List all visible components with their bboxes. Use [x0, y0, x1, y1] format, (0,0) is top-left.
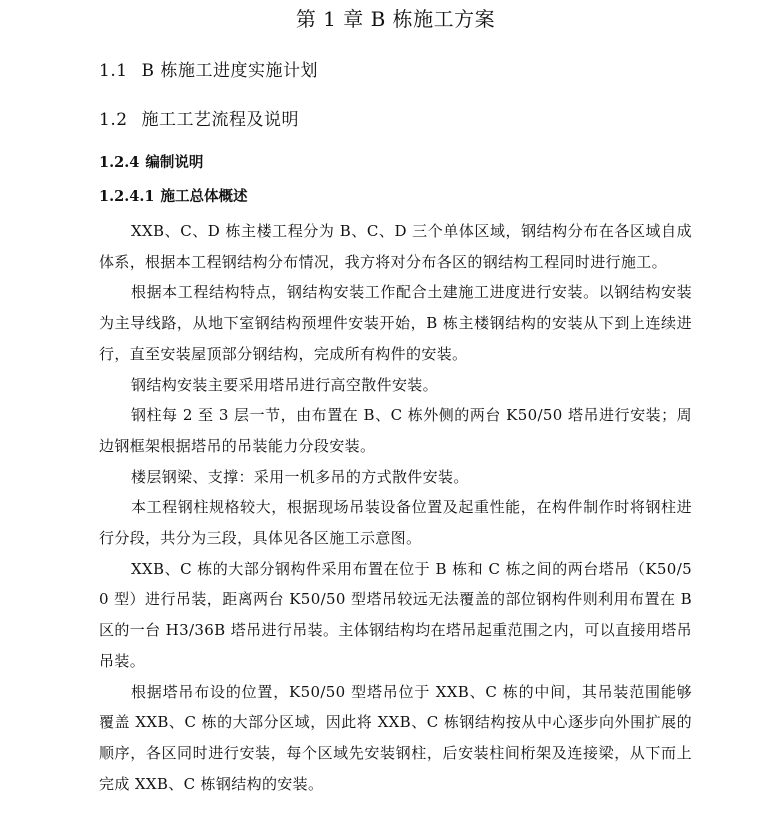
paragraph: 钢柱每 2 至 3 层一节，由布置在 B、C 栋外侧的两台 K50/50 塔吊进行安装；周边钢框架根据塔吊的吊装能力分段安装。 — [99, 406, 692, 455]
subsection-title: 编制说明 — [145, 154, 204, 171]
subsection-number: 1.2.4.1 — [99, 188, 155, 205]
subsection-number: 1.2.4 — [99, 154, 140, 171]
paragraph: 楼层钢梁、支撑：采用一机多吊的方式散件安装。 — [131, 467, 469, 486]
section-title: B 栋施工进度实施计划 — [141, 61, 318, 81]
paragraph: 根据本工程结构特点，钢结构安装工作配合土建施工进度进行安装。以钢结构安装为主导线路，从地下室钢结构预埋件安装开始，B 栋主楼钢结构的安装从下到上连续进行，直至安装屋顶部分钢结构，完成所有构件的安装。 — [99, 283, 692, 363]
body-text — [99, 216, 692, 799]
paragraph: 本工程钢柱规格较大，根据现场吊装设备位置及起重性能，在构件制作时将钢柱进行分段，共分为三段，具体见各区施工示意图。 — [99, 498, 692, 548]
subsection-title: 施工总体概述 — [160, 188, 248, 205]
subsection-heading-1-2-4-1 — [99, 187, 692, 207]
section-heading-1-1 — [99, 60, 692, 82]
paragraph: XXB、C、D 栋主楼工程分为 B、C、D 三个单体区域，钢结构分布在各区域自成体系，根据本工程钢结构分布情况，我方将对分布各区的钢结构工程同时进行施工。 — [99, 222, 692, 271]
chapter-title: 第 1 章 B 栋施工方案 — [295, 7, 496, 31]
section-number: 1.1 — [99, 61, 128, 81]
section-title: 施工工艺流程及说明 — [141, 110, 300, 130]
subsection-heading-1-2-4 — [99, 153, 692, 173]
paragraph: XXB、C 栋的大部分钢构件采用布置在位于 B 栋和 C 栋之间的两台塔吊（K50/50 型）进行吊装，距离两台 K50/50 型塔吊较远无法覆盖的部位钢构件则利用布置在 B 区的一台 H3/36B 塔吊进行吊装。主体钢结构均在塔吊起重范围之内，可以直接用塔吊吊装。 — [99, 559, 692, 670]
paragraph: 根据塔吊布设的位置，K50/50 型塔吊位于 XXB、C 栋的中间，其吊装范围能够覆盖 XXB、C 栋的大部分区域，因此将 XXB、C 栋钢结构按从中心逐步向外围扩展的顺序，各区同时进行安装，每个区域先安装钢柱，后安装柱间桁架及连接梁，从下而上完成 XXB、C 栋钢结构的安装。 — [99, 682, 692, 793]
paragraph: 钢结构安装主要采用塔吊进行高空散件安装。 — [131, 375, 439, 394]
document-page — [0, 7, 778, 815]
section-heading-1-2 — [99, 109, 692, 131]
section-number: 1.2 — [99, 110, 128, 130]
